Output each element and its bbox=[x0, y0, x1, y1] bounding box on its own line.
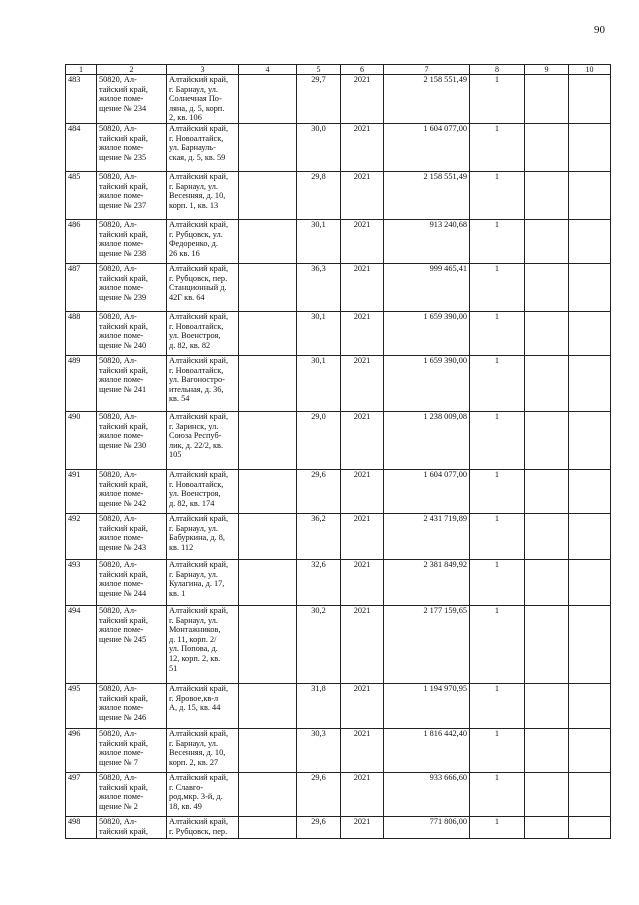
column-number: 4 bbox=[239, 65, 297, 75]
address-cell: Алтайский край, г. Барнаул, ул. Монтажников, д. 11, корп. 2/ ул. Попова, д. 12, корп. 2, кв. 51 bbox=[167, 605, 239, 683]
empty-cell bbox=[525, 772, 569, 816]
row-number-cell: 486 bbox=[66, 219, 97, 263]
table-row bbox=[66, 605, 611, 683]
address-cell: Алтайский край, г. Рубцовск, ул. Федоренко, д. 26 кв. 16 bbox=[167, 219, 239, 263]
page-number: 90 bbox=[594, 24, 605, 36]
year-cell: 2021 bbox=[341, 605, 384, 683]
row-number-cell: 496 bbox=[66, 728, 97, 772]
quantity-cell: 1 bbox=[470, 411, 525, 469]
object-name-cell: 50820, Ал- тайский край, жилое поме- щение № 7 bbox=[97, 728, 167, 772]
column-number: 10 bbox=[569, 65, 611, 75]
area-cell: 29,6 bbox=[297, 772, 341, 816]
registry-table bbox=[65, 64, 611, 839]
empty-cell bbox=[569, 263, 611, 311]
address-cell: Алтайский край, г. Новоалтайск, ул. Военстроя, д. 82, кв. 174 bbox=[167, 469, 239, 513]
area-cell: 30,3 bbox=[297, 728, 341, 772]
object-name-cell: 50820, Ал- тайский край, жилое поме- щение № 230 bbox=[97, 411, 167, 469]
quantity-cell: 1 bbox=[470, 123, 525, 171]
column-number: 3 bbox=[167, 65, 239, 75]
area-cell: 29,6 bbox=[297, 469, 341, 513]
empty-cell bbox=[239, 469, 297, 513]
empty-cell bbox=[569, 411, 611, 469]
empty-cell bbox=[239, 559, 297, 605]
empty-cell bbox=[239, 772, 297, 816]
address-cell: Алтайский край, г. Рубцовск, пер. Станционный д. 42Г кв. 64 bbox=[167, 263, 239, 311]
empty-cell bbox=[569, 513, 611, 559]
quantity-cell: 1 bbox=[470, 171, 525, 219]
empty-cell bbox=[525, 469, 569, 513]
empty-cell bbox=[569, 311, 611, 355]
empty-cell bbox=[569, 728, 611, 772]
cost-cell: 1 659 390,00 bbox=[384, 355, 470, 411]
object-name-cell: 50820, Ал- тайский край, жилое поме- щение № 2 bbox=[97, 772, 167, 816]
year-cell: 2021 bbox=[341, 171, 384, 219]
year-cell: 2021 bbox=[341, 219, 384, 263]
table-row bbox=[66, 559, 611, 605]
table-row bbox=[66, 355, 611, 411]
area-cell: 30,1 bbox=[297, 355, 341, 411]
table-row bbox=[66, 683, 611, 728]
table-body bbox=[66, 75, 611, 839]
cost-cell: 1 238 009,08 bbox=[384, 411, 470, 469]
year-cell: 2021 bbox=[341, 469, 384, 513]
address-cell: Алтайский край, г. Славго- род,мкр. 3-й, д. 18, кв. 49 bbox=[167, 772, 239, 816]
quantity-cell: 1 bbox=[470, 355, 525, 411]
object-name-cell: 50820, Ал- тайский край, жилое поме- щение № 245 bbox=[97, 605, 167, 683]
empty-cell bbox=[239, 605, 297, 683]
area-cell: 30,2 bbox=[297, 605, 341, 683]
area-cell: 29,0 bbox=[297, 411, 341, 469]
year-cell: 2021 bbox=[341, 683, 384, 728]
address-cell: Алтайский край, г. Яровое,кв-л А, д. 15, кв. 44 bbox=[167, 683, 239, 728]
address-cell: Алтайский край, г. Барнаул, ул. Солнечная По- ляна, д. 5, корп. 2, кв. 106 bbox=[167, 75, 239, 124]
address-cell: Алтайский край, г. Рубцовск, пер. bbox=[167, 816, 239, 838]
quantity-cell: 1 bbox=[470, 75, 525, 124]
object-name-cell: 50820, Ал- тайский край, жилое поме- щение № 234 bbox=[97, 75, 167, 124]
table-row bbox=[66, 772, 611, 816]
empty-cell bbox=[569, 816, 611, 838]
empty-cell bbox=[525, 263, 569, 311]
object-name-cell: 50820, Ал- тайский край, жилое поме- щение № 238 bbox=[97, 219, 167, 263]
table-row bbox=[66, 816, 611, 838]
quantity-cell: 1 bbox=[470, 513, 525, 559]
cost-cell: 771 806,00 bbox=[384, 816, 470, 838]
empty-cell bbox=[569, 219, 611, 263]
address-cell: Алтайский край, г. Барнаул, ул. Весенняя, д. 10, корп. 2, кв. 27 bbox=[167, 728, 239, 772]
row-number-cell: 485 bbox=[66, 171, 97, 219]
table-row bbox=[66, 263, 611, 311]
object-name-cell: 50820, Ал- тайский край, bbox=[97, 816, 167, 838]
quantity-cell: 1 bbox=[470, 728, 525, 772]
object-name-cell: 50820, Ал- тайский край, жилое поме- щение № 244 bbox=[97, 559, 167, 605]
empty-cell bbox=[239, 75, 297, 124]
area-cell: 36,3 bbox=[297, 263, 341, 311]
year-cell: 2021 bbox=[341, 311, 384, 355]
row-number-cell: 494 bbox=[66, 605, 97, 683]
empty-cell bbox=[569, 772, 611, 816]
empty-cell bbox=[239, 355, 297, 411]
object-name-cell: 50820, Ал- тайский край, жилое поме- щение № 240 bbox=[97, 311, 167, 355]
column-number: 9 bbox=[525, 65, 569, 75]
year-cell: 2021 bbox=[341, 559, 384, 605]
empty-cell bbox=[525, 411, 569, 469]
empty-cell bbox=[525, 559, 569, 605]
quantity-cell: 1 bbox=[470, 263, 525, 311]
row-number-cell: 484 bbox=[66, 123, 97, 171]
area-cell: 31,8 bbox=[297, 683, 341, 728]
area-cell: 30,1 bbox=[297, 219, 341, 263]
year-cell: 2021 bbox=[341, 263, 384, 311]
area-cell: 29,7 bbox=[297, 75, 341, 124]
column-number: 8 bbox=[470, 65, 525, 75]
row-number-cell: 497 bbox=[66, 772, 97, 816]
empty-cell bbox=[569, 355, 611, 411]
cost-cell: 2 158 551,49 bbox=[384, 171, 470, 219]
area-cell: 32,6 bbox=[297, 559, 341, 605]
quantity-cell: 1 bbox=[470, 683, 525, 728]
empty-cell bbox=[239, 728, 297, 772]
empty-cell bbox=[569, 75, 611, 124]
column-number: 2 bbox=[97, 65, 167, 75]
empty-cell bbox=[239, 411, 297, 469]
empty-cell bbox=[569, 559, 611, 605]
empty-cell bbox=[525, 311, 569, 355]
year-cell: 2021 bbox=[341, 513, 384, 559]
area-cell: 29,6 bbox=[297, 816, 341, 838]
row-number-cell: 487 bbox=[66, 263, 97, 311]
empty-cell bbox=[239, 171, 297, 219]
cost-cell: 1 194 970,95 bbox=[384, 683, 470, 728]
address-cell: Алтайский край, г. Барнаул, ул. Кулагина, д. 17, кв. 1 bbox=[167, 559, 239, 605]
empty-cell bbox=[239, 311, 297, 355]
column-number: 1 bbox=[66, 65, 97, 75]
year-cell: 2021 bbox=[341, 355, 384, 411]
table-row bbox=[66, 728, 611, 772]
empty-cell bbox=[569, 123, 611, 171]
row-number-cell: 488 bbox=[66, 311, 97, 355]
year-cell: 2021 bbox=[341, 75, 384, 124]
table-row bbox=[66, 171, 611, 219]
row-number-cell: 493 bbox=[66, 559, 97, 605]
empty-cell bbox=[525, 123, 569, 171]
year-cell: 2021 bbox=[341, 123, 384, 171]
empty-cell bbox=[525, 816, 569, 838]
object-name-cell: 50820, Ал- тайский край, жилое поме- щение № 235 bbox=[97, 123, 167, 171]
cost-cell: 933 666,60 bbox=[384, 772, 470, 816]
object-name-cell: 50820, Ал- тайский край, жилое поме- щение № 242 bbox=[97, 469, 167, 513]
column-number-row bbox=[66, 65, 611, 75]
object-name-cell: 50820, Ал- тайский край, жилое поме- щение № 246 bbox=[97, 683, 167, 728]
empty-cell bbox=[525, 683, 569, 728]
column-number: 6 bbox=[341, 65, 384, 75]
year-cell: 2021 bbox=[341, 411, 384, 469]
empty-cell bbox=[239, 263, 297, 311]
empty-cell bbox=[525, 605, 569, 683]
empty-cell bbox=[525, 171, 569, 219]
empty-cell bbox=[239, 219, 297, 263]
object-name-cell: 50820, Ал- тайский край, жилое поме- щение № 241 bbox=[97, 355, 167, 411]
quantity-cell: 1 bbox=[470, 219, 525, 263]
area-cell: 30,1 bbox=[297, 311, 341, 355]
address-cell: Алтайский край, г. Новоалтайск, ул. Вагоностро- ительная, д. 36, кв. 54 bbox=[167, 355, 239, 411]
cost-cell: 913 240,68 bbox=[384, 219, 470, 263]
empty-cell bbox=[525, 355, 569, 411]
empty-cell bbox=[525, 75, 569, 124]
empty-cell bbox=[525, 513, 569, 559]
row-number-cell: 495 bbox=[66, 683, 97, 728]
table-row bbox=[66, 411, 611, 469]
year-cell: 2021 bbox=[341, 772, 384, 816]
row-number-cell: 489 bbox=[66, 355, 97, 411]
empty-cell bbox=[239, 123, 297, 171]
column-number: 7 bbox=[384, 65, 470, 75]
empty-cell bbox=[569, 683, 611, 728]
cost-cell: 1 604 077,00 bbox=[384, 469, 470, 513]
row-number-cell: 498 bbox=[66, 816, 97, 838]
empty-cell bbox=[525, 728, 569, 772]
cost-cell: 2 177 159,65 bbox=[384, 605, 470, 683]
empty-cell bbox=[239, 683, 297, 728]
empty-cell bbox=[569, 605, 611, 683]
area-cell: 30,0 bbox=[297, 123, 341, 171]
row-number-cell: 491 bbox=[66, 469, 97, 513]
empty-cell bbox=[239, 816, 297, 838]
cost-cell: 2 431 719,89 bbox=[384, 513, 470, 559]
area-cell: 36,2 bbox=[297, 513, 341, 559]
empty-cell bbox=[569, 469, 611, 513]
table-row bbox=[66, 469, 611, 513]
cost-cell: 999 465,41 bbox=[384, 263, 470, 311]
quantity-cell: 1 bbox=[470, 605, 525, 683]
year-cell: 2021 bbox=[341, 816, 384, 838]
row-number-cell: 492 bbox=[66, 513, 97, 559]
column-number: 5 bbox=[297, 65, 341, 75]
table-row bbox=[66, 123, 611, 171]
empty-cell bbox=[239, 513, 297, 559]
area-cell: 29,8 bbox=[297, 171, 341, 219]
year-cell: 2021 bbox=[341, 728, 384, 772]
address-cell: Алтайский край, г. Новоалтайск, ул. Военстроя, д. 82, кв. 82 bbox=[167, 311, 239, 355]
table-row bbox=[66, 219, 611, 263]
cost-cell: 2 158 551,49 bbox=[384, 75, 470, 124]
quantity-cell: 1 bbox=[470, 816, 525, 838]
table-row bbox=[66, 75, 611, 124]
address-cell: Алтайский край, г. Новоалтайск, ул. Барнауль- ская, д. 5, кв. 59 bbox=[167, 123, 239, 171]
quantity-cell: 1 bbox=[470, 772, 525, 816]
quantity-cell: 1 bbox=[470, 469, 525, 513]
empty-cell bbox=[525, 219, 569, 263]
address-cell: Алтайский край, г. Заринск, ул. Союза Респуб- лик, д. 22/2, кв. 105 bbox=[167, 411, 239, 469]
cost-cell: 2 381 849,92 bbox=[384, 559, 470, 605]
row-number-cell: 490 bbox=[66, 411, 97, 469]
object-name-cell: 50820, Ал- тайский край, жилое поме- щение № 237 bbox=[97, 171, 167, 219]
quantity-cell: 1 bbox=[470, 311, 525, 355]
address-cell: Алтайский край, г. Барнаул, ул. Бабуркина, д. 8, кв. 112 bbox=[167, 513, 239, 559]
table-row bbox=[66, 513, 611, 559]
table-row bbox=[66, 311, 611, 355]
cost-cell: 1 816 442,40 bbox=[384, 728, 470, 772]
object-name-cell: 50820, Ал- тайский край, жилое поме- щение № 243 bbox=[97, 513, 167, 559]
empty-cell bbox=[569, 171, 611, 219]
quantity-cell: 1 bbox=[470, 559, 525, 605]
cost-cell: 1 604 077,00 bbox=[384, 123, 470, 171]
cost-cell: 1 659 390,00 bbox=[384, 311, 470, 355]
row-number-cell: 483 bbox=[66, 75, 97, 124]
address-cell: Алтайский край, г. Барнаул, ул. Весенняя, д. 10, корп. 1, кв. 13 bbox=[167, 171, 239, 219]
object-name-cell: 50820, Ал- тайский край, жилое поме- щение № 239 bbox=[97, 263, 167, 311]
